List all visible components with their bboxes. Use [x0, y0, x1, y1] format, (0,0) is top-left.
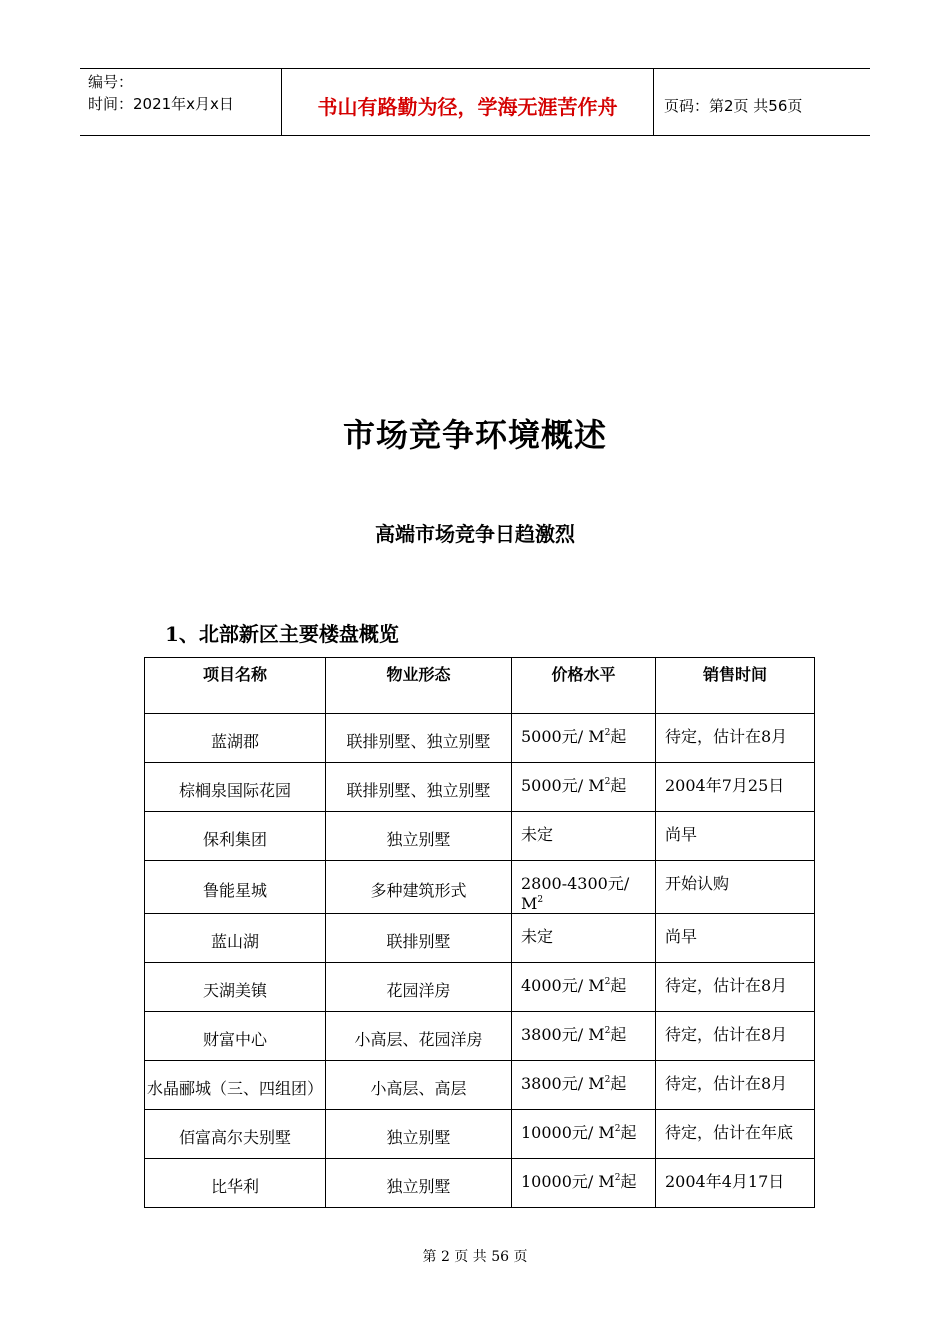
column-header-type: 物业形态 [326, 658, 512, 714]
price-suffix: 起 [610, 776, 627, 795]
project-name-cell: 财富中心 [145, 1012, 326, 1061]
price-unit-superscript: 2 [604, 977, 611, 987]
price-unit-superscript: 2 [604, 1075, 611, 1085]
header-motto: 书山有路勤为径，学海无涯苦作舟 [282, 69, 654, 135]
price-text: 2800-4300元/ M [521, 874, 630, 913]
property-type-cell: 独立别墅 [326, 1159, 512, 1208]
price-text: 10000元/ M [521, 1123, 615, 1142]
table-row [145, 763, 815, 812]
price-cell [512, 812, 656, 861]
price-text: 未定 [521, 927, 554, 946]
price-suffix: 起 [610, 1074, 627, 1093]
page-footer: 第 2 页 共 56 页 [422, 1249, 528, 1265]
property-type-cell: 联排别墅、独立别墅 [326, 763, 512, 812]
price-text: 5000元/ M [521, 776, 605, 795]
column-header-price: 价格水平 [512, 658, 656, 714]
table-row [145, 1159, 815, 1208]
page-header [80, 68, 870, 136]
price-suffix: 起 [610, 1025, 627, 1044]
sale-time-cell: 待定，估计在8月 [656, 963, 815, 1012]
property-type-cell: 联排别墅、独立别墅 [326, 714, 512, 763]
sale-time-cell: 待定，估计在8月 [656, 1012, 815, 1061]
project-name-cell: 天湖美镇 [145, 963, 326, 1012]
property-type-cell: 花园洋房 [326, 963, 512, 1012]
header-meta [80, 69, 282, 135]
sale-time-cell: 2004年4月17日 [656, 1159, 815, 1208]
price-unit-superscript: 2 [604, 1026, 611, 1036]
price-cell [512, 714, 656, 763]
table-row [145, 963, 815, 1012]
sale-time-cell: 待定，估计在年底 [656, 1110, 815, 1159]
price-cell [512, 1012, 656, 1061]
property-type-cell: 联排别墅 [326, 914, 512, 963]
price-text: 4000元/ M [521, 976, 605, 995]
price-unit-superscript: 2 [604, 728, 611, 738]
sale-time-cell: 尚早 [656, 914, 815, 963]
price-text: 5000元/ M [521, 727, 605, 746]
projects-table [144, 657, 815, 1208]
price-unit-superscript: 2 [604, 777, 611, 787]
document-number-label: 编号： [88, 73, 134, 91]
price-cell [512, 763, 656, 812]
project-name-cell: 保利集团 [145, 812, 326, 861]
property-type-cell: 小高层、高层 [326, 1061, 512, 1110]
page-title: 市场竞争环境概述 [342, 416, 607, 454]
price-text: 3800元/ M [521, 1025, 605, 1044]
sale-time-cell: 尚早 [656, 812, 815, 861]
table-header-row [145, 658, 815, 714]
project-name-cell: 水晶郦城（三、四组团） [145, 1061, 326, 1110]
sale-time-cell: 开始认购 [656, 861, 815, 914]
project-name-cell: 佰富高尔夫别墅 [145, 1110, 326, 1159]
table-row [145, 714, 815, 763]
table-row [145, 1012, 815, 1061]
price-cell [512, 914, 656, 963]
price-text: 3800元/ M [521, 1074, 605, 1093]
page-subtitle: 高端市场竞争日趋激烈 [375, 522, 575, 546]
project-name-cell: 棕榈泉国际花园 [145, 763, 326, 812]
price-cell [512, 963, 656, 1012]
price-unit-superscript: 2 [614, 1124, 621, 1134]
table-row [145, 1110, 815, 1159]
price-cell [512, 1110, 656, 1159]
column-header-name: 项目名称 [145, 658, 326, 714]
price-cell [512, 861, 656, 914]
price-cell [512, 1159, 656, 1208]
project-name-cell: 鲁能星城 [145, 861, 326, 914]
table-row [145, 1061, 815, 1110]
sale-time-cell: 待定，估计在8月 [656, 714, 815, 763]
price-cell [512, 1061, 656, 1110]
property-type-cell: 多种建筑形式 [326, 861, 512, 914]
table-row [145, 861, 815, 914]
section-heading: 1、北部新区主要楼盘概览 [165, 622, 399, 646]
price-suffix: 起 [610, 976, 627, 995]
sale-time-cell: 待定，估计在8月 [656, 1061, 815, 1110]
table-row [145, 812, 815, 861]
price-text: 10000元/ M [521, 1172, 615, 1191]
price-suffix: 起 [610, 727, 627, 746]
project-name-cell: 蓝湖郡 [145, 714, 326, 763]
price-text: 未定 [521, 825, 554, 844]
document-date-label: 时间：2021年x月x日 [88, 95, 234, 113]
property-type-cell: 独立别墅 [326, 812, 512, 861]
price-suffix: 起 [620, 1123, 637, 1142]
column-header-sale-time: 销售时间 [656, 658, 815, 714]
price-unit-superscript: 2 [614, 1173, 621, 1183]
price-unit-superscript: 2 [537, 895, 544, 905]
table-row [145, 914, 815, 963]
project-name-cell: 比华利 [145, 1159, 326, 1208]
property-type-cell: 小高层、花园洋房 [326, 1012, 512, 1061]
header-page-info: 页码：第2页 共56页 [664, 96, 803, 115]
project-name-cell: 蓝山湖 [145, 914, 326, 963]
price-suffix: 起 [620, 1172, 637, 1191]
sale-time-cell: 2004年7月25日 [656, 763, 815, 812]
property-type-cell: 独立别墅 [326, 1110, 512, 1159]
